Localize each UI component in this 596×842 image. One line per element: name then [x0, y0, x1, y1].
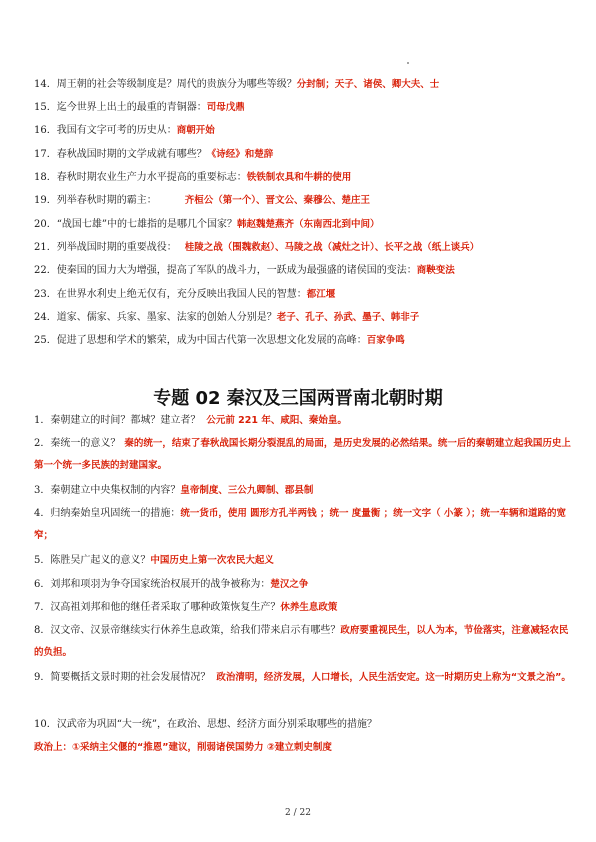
- list-item: 17．春秋战国时期的文学成就有哪些？《诗经》和楚辞: [34, 149, 274, 160]
- list-item: 22．使秦国的国力大为增强，提高了军队的战斗力，一跃成为最强盛的诸侯国的变法：商鞅变法: [34, 265, 455, 276]
- list-item: 1．秦朝建立的时间？都城？建立者？ 公元前 221 年、咸阳、秦始皇。: [34, 415, 347, 426]
- list-item: 政治上：①采纳主父偃的“推恩”建议，削弱诸侯国势力 ②建立刺史制度: [34, 742, 332, 753]
- list-item: 4．归纳秦始皇巩固统一的措施：统一货币，使用 圆形方孔半两钱 ；统一 度量衡 ；统一文字（ 小篆 ）；统一车辆和道路的宽窄；: [34, 508, 566, 541]
- list-item: 6．刘邦和项羽为争夺国家统治权展开的战争被称为：楚汉之争: [34, 579, 309, 590]
- list-item: 7．汉高祖刘邦和他的继任者采取了哪种政策恢复生产？休养生息政策: [34, 602, 338, 613]
- list-item: 5．陈胜吴广起义的意义？中国历史上第一次农民大起义: [34, 555, 274, 566]
- list-item: 23．在世界水利史上绝无仅有，充分反映出我国人民的智慧：都江堰: [34, 289, 336, 300]
- list-item: 10．汉武帝为巩固“大一统”，在政治、思想、经济方面分别采取哪些的措施？: [34, 719, 377, 730]
- list-item: 2．秦统一的意义？ 秦的统一，结束了春秋战国长期分裂混乱的局面，是历史发展的必然结果。统一后的秦朝建立起我国历史上第一个统一多民族的封建国家。: [34, 438, 571, 471]
- page-number: 2 / 22: [285, 808, 311, 818]
- list-item: 20．“战国七雄”中的七雄指的是哪几个国家？韩赵魏楚燕齐（东南西北到中间）: [34, 219, 380, 230]
- page-mark: [407, 62, 409, 64]
- list-item: 25．促进了思想和学术的繁荣，成为中国古代第一次思想文化发展的高峰：百家争鸣: [34, 335, 405, 346]
- list-item: 15．迄今世界上出土的最重的青铜器：司母戊鼎: [34, 102, 245, 113]
- list-item: 14．周王朝的社会等级制度是？周代的贵族分为哪些等级？分封制；天子、诸侯、卿大夫、士: [34, 79, 440, 90]
- list-item: 16．我国有文字可考的历史从：商朝开始: [34, 125, 215, 136]
- list-item: 3．秦朝建立中央集权制的内容？皇帝制度、三公九卿制、郡县制: [34, 485, 314, 496]
- list-item: 9．简要概括文景时期的社会发展情况？ 政治清明，经济发展，人口增长，人民生活安定。这一时期历史上称为“文景之治”。: [34, 672, 571, 683]
- list-item: 24．道家、儒家、兵家、墨家、法家的创始人分别是？老子、孔子、孙武、墨子、韩非子: [34, 312, 420, 323]
- list-item: 21．列举战国时期的重要战役： 桂陵之战（围魏救赵）、马陵之战（减灶之计）、长平之战（纸上谈兵）: [34, 242, 480, 253]
- list-item: 18．春秋时期农业生产力水平提高的重要标志：铁铁制农具和牛耕的使用: [34, 172, 352, 183]
- list-item: 19．列举春秋时期的霸主： 齐桓公（第一个）、晋文公、秦穆公、楚庄王: [34, 195, 370, 206]
- section-title: 专题 02 秦汉及三国两晋南北朝时期: [153, 388, 443, 409]
- list-item: 8．汉文帝、汉景帝继续实行休养生息政策，给我们带来启示有哪些？政府要重视民生，以人为本，节俭落实，注意减轻农民的负担。: [34, 625, 569, 658]
